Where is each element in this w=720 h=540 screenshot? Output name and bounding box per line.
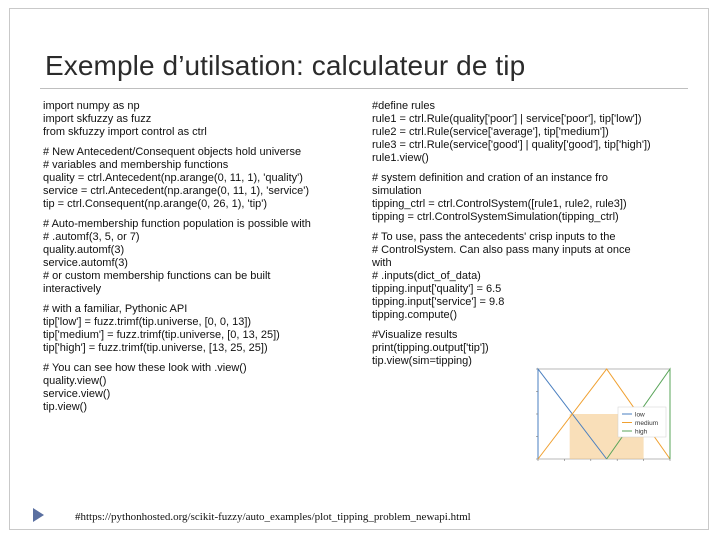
- code-line: import numpy as np: [43, 100, 140, 112]
- code-line: tip.view(): [43, 401, 88, 413]
- right-paragraph: [372, 100, 662, 165]
- code-line: tip['low'] = fuzz.trimf(tip.universe, [0, 0, 13]): [43, 316, 252, 328]
- code-line: tip['medium'] = fuzz.trimf(tip.universe, [0, 13, 25]): [43, 329, 280, 341]
- left-paragraph: [43, 362, 343, 414]
- source-url: #https://pythonhosted.org/scikit-fuzzy/auto_examples/plot_tipping_problem_newapi.html: [75, 511, 471, 523]
- code-line: #define rules: [372, 100, 435, 112]
- left-paragraph: [43, 218, 343, 296]
- left-paragraph: [43, 303, 343, 355]
- tip-membership-chart: [520, 365, 680, 470]
- code-line: # or custom membership functions can be built: [43, 270, 271, 282]
- right-paragraph: [372, 329, 662, 368]
- title-divider: [40, 88, 688, 89]
- code-line: #Visualize results: [372, 329, 458, 341]
- slide-title: Exemple d’utilsation: calculateur de tip: [45, 50, 526, 81]
- code-line: service.automf(3): [43, 257, 128, 269]
- bullet-arrow-icon: [33, 508, 44, 522]
- legend-label-high: high: [635, 428, 648, 436]
- code-line: tip['high'] = fuzz.trimf(tip.universe, [13, 25, 25]): [43, 342, 268, 354]
- code-line: # New Antecedent/Consequent objects hold universe: [43, 146, 302, 158]
- left-code-column: [43, 100, 343, 421]
- code-line: # system definition and cration of an instance fro: [372, 172, 609, 184]
- code-line: service.view(): [43, 388, 111, 400]
- code-line: # with a familiar, Pythonic API: [43, 303, 188, 315]
- code-line: tipping = ctrl.ControlSystemSimulation(tipping_ctrl): [372, 211, 619, 223]
- left-paragraph: [43, 146, 343, 211]
- code-line: tipping.input['quality'] = 6.5: [372, 283, 502, 295]
- right-paragraph: [372, 172, 662, 224]
- code-line: with: [372, 257, 392, 269]
- legend-label-low: low: [635, 411, 645, 419]
- code-line: rule3 = ctrl.Rule(service['good'] | quality['good'], tip['high']): [372, 139, 651, 151]
- code-line: tip.view(sim=tipping): [372, 355, 472, 367]
- code-line: tipping.compute(): [372, 309, 457, 321]
- left-paragraph: [43, 100, 343, 139]
- code-line: # Auto-membership function population is possible with: [43, 218, 311, 230]
- code-line: rule1 = ctrl.Rule(quality['poor'] | service['poor'], tip['low']): [372, 113, 642, 125]
- code-line: rule1.view(): [372, 152, 429, 164]
- right-code-column: [372, 100, 662, 375]
- code-line: tip = ctrl.Consequent(np.arange(0, 26, 1), 'tip'): [43, 198, 268, 210]
- code-line: import skfuzzy as fuzz: [43, 113, 152, 125]
- code-line: # ControlSystem. Can also pass many inputs at once: [372, 244, 631, 256]
- code-line: # You can see how these look with .view(): [43, 362, 247, 374]
- code-line: service = ctrl.Antecedent(np.arange(0, 11, 1), 'service'): [43, 185, 309, 197]
- code-line: from skfuzzy import control as ctrl: [43, 126, 207, 138]
- code-line: tipping.input['service'] = 9.8: [372, 296, 505, 308]
- code-line: quality.view(): [43, 375, 107, 387]
- code-line: # .inputs(dict_of_data): [372, 270, 481, 282]
- code-line: # .automf(3, 5, or 7): [43, 231, 140, 243]
- code-line: print(tipping.output['tip']): [372, 342, 489, 354]
- legend-label-medium: medium: [635, 420, 659, 427]
- code-line: quality.automf(3): [43, 244, 125, 256]
- code-line: # variables and membership functions: [43, 159, 229, 171]
- code-line: simulation: [372, 185, 422, 197]
- code-line: quality = ctrl.Antecedent(np.arange(0, 11, 1), 'quality'): [43, 172, 303, 184]
- code-line: tipping_ctrl = ctrl.ControlSystem([rule1, rule2, rule3]): [372, 198, 627, 210]
- code-line: rule2 = ctrl.Rule(service['average'], tip['medium']): [372, 126, 609, 138]
- right-paragraph: [372, 231, 662, 322]
- code-line: # To use, pass the antecedents' crisp inputs to the: [372, 231, 616, 243]
- code-line: interactively: [43, 283, 102, 295]
